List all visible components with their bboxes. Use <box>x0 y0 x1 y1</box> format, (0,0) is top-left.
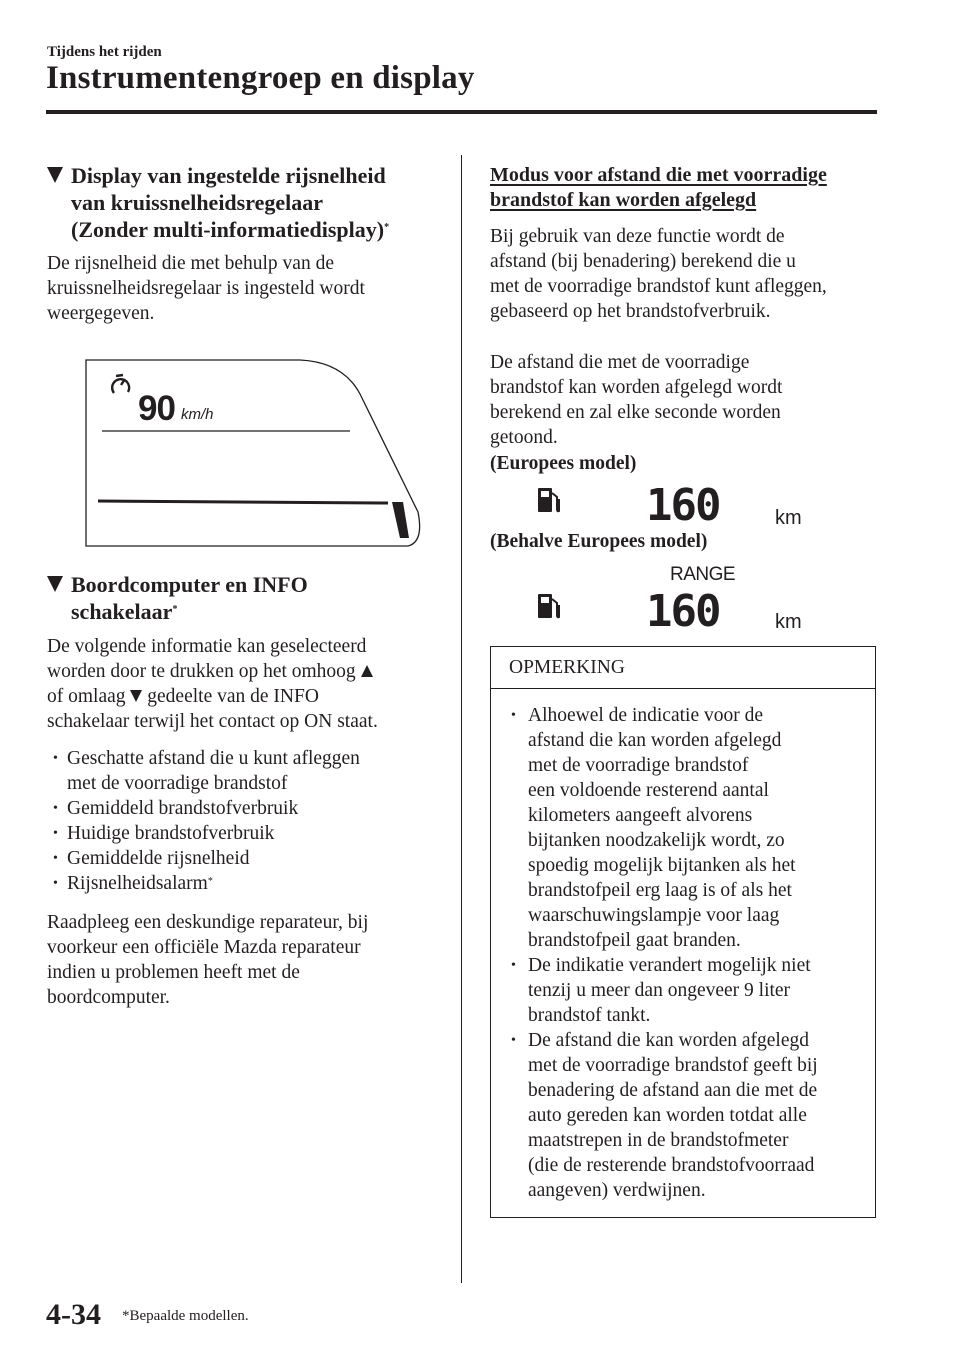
para-line: berekend en zal elke seconde worden <box>490 402 781 423</box>
section1-body-line: weergegeven. <box>47 303 155 324</box>
list-item-text: Rijsnelheidsalarm <box>67 873 208 894</box>
note-line: • De indikatie verandert mogelijk niet <box>528 955 811 976</box>
intro-line <box>47 684 462 709</box>
range-value-other: 160 <box>646 586 720 634</box>
para-line: met de voorradige brandstof kunt afleggen, <box>490 276 827 297</box>
note-line: • De afstand die kan worden afgelegd <box>528 1030 810 1051</box>
fuel-pump-icon <box>538 488 559 512</box>
note-line: kilometers aangeeft alvorens <box>528 805 753 826</box>
page-title: Instrumentengroep en display <box>46 60 475 96</box>
note-line: waarschuwingslampje voor laag <box>528 905 780 926</box>
model-label-eu: (Europees model) <box>490 453 637 474</box>
header-rule <box>46 110 877 114</box>
note-line: auto gereden kan worden totdat alle <box>528 1105 807 1126</box>
note-list <box>503 703 863 1203</box>
set-speed-value: 90 <box>138 389 175 428</box>
section1-heading-line2: van kruissnelheidsregelaar <box>71 190 324 215</box>
section2-heading-line2 <box>47 598 447 625</box>
section1-body <box>47 251 447 326</box>
note-box <box>490 646 876 1218</box>
asterisk: * <box>172 604 178 615</box>
intro-line: De volgende informatie kan geselecteerd <box>47 636 367 657</box>
outro-line: boordcomputer. <box>47 987 170 1008</box>
section1-heading-line1: Display van ingestelde rijsnelheid <box>71 163 386 188</box>
note-item <box>503 703 863 953</box>
range-value-eu: 160 <box>646 480 720 528</box>
list-item-text: met de voorradige brandstof <box>67 773 288 794</box>
note-line: tenzij u meer dan ongeveer 9 liter <box>528 980 791 1001</box>
info-list <box>47 746 457 896</box>
section2-heading-line2-text: schakelaar <box>71 599 173 624</box>
outro-line: Raadpleeg een deskundige reparateur, bij <box>47 912 369 933</box>
subhead-line: brandstof kan worden afgelegd <box>490 189 757 211</box>
intro-line: schakelaar terwijl het contact op ON staat. <box>47 711 378 732</box>
section2-heading <box>47 571 447 625</box>
range-display-eu <box>530 478 820 528</box>
asterisk: * <box>384 222 390 233</box>
list-item <box>47 871 457 896</box>
note-line: een voldoende resterend aantal <box>528 780 769 801</box>
note-line: maatstrepen in de brandstofmeter <box>528 1130 789 1151</box>
note-line: afstand die kan worden afgelegd <box>528 730 782 751</box>
note-rule <box>491 688 875 689</box>
speed-unit: km/h <box>181 406 214 423</box>
range-para1 <box>490 224 885 324</box>
note-line: met de voorradige brandstof <box>528 755 749 776</box>
list-item-text: Geschatte afstand die u kunt afleggen <box>67 748 360 769</box>
para-line: gebaseerd op het brandstofverbruik. <box>490 301 771 322</box>
section2-outro <box>47 910 462 1010</box>
subhead-line: Modus voor afstand die met voorradige <box>490 164 827 186</box>
range-unit-eu: km <box>775 507 802 528</box>
section1-body-line: De rijsnelheid die met behulp van de <box>47 253 334 274</box>
note-item <box>503 953 863 1028</box>
section-label: Tijdens het rijden <box>47 44 162 60</box>
note-line: (die de resterende brandstofvoorraad <box>528 1155 815 1176</box>
triangle-down-icon <box>130 690 142 702</box>
note-item <box>503 1028 863 1203</box>
footnote: *Bepaalde modellen. <box>122 1308 249 1324</box>
para-line: afstand (bij benadering) berekend die u <box>490 251 796 272</box>
note-line: brandstofpeil gaat branden. <box>528 930 741 951</box>
intro-line <box>47 659 462 684</box>
list-item: • Gemiddeld brandstofverbruik <box>47 796 457 821</box>
range-mode-subhead <box>490 163 880 213</box>
triangle-up-icon <box>361 665 373 677</box>
triangle-down-icon <box>47 576 63 592</box>
display-bar <box>98 501 388 503</box>
section1-body-line: kruissnelheidsregelaar is ingesteld wordt <box>47 278 365 299</box>
intro-line-text: gedeelte van de INFO <box>147 686 319 707</box>
section1-heading-line3-text: (Zonder multi-informatiedisplay) <box>71 217 385 242</box>
para-line: getoond. <box>490 427 558 448</box>
note-line: brandstof tankt. <box>528 1005 651 1026</box>
note-line: brandstofpeil erg laag is of als het <box>528 880 792 901</box>
triangle-down-icon <box>47 167 63 183</box>
note-line: • Alhoewel de indicatie voor de <box>528 705 763 726</box>
section1-heading-line3 <box>47 216 447 243</box>
para-line: brandstof kan worden afgelegd wordt <box>490 377 783 398</box>
note-line: met de voorradige brandstof geeft bij <box>528 1055 818 1076</box>
fuel-pump-icon <box>538 594 559 618</box>
display-bar-end <box>392 502 409 538</box>
range-para2 <box>490 350 885 450</box>
note-line: benadering de afstand aan die met de <box>528 1080 818 1101</box>
section2-heading-line1: Boordcomputer en INFO <box>71 572 308 597</box>
cruise-speedometer-icon <box>112 375 129 393</box>
note-title: OPMERKING <box>509 657 625 678</box>
intro-line-text: worden door te drukken op het omhoog <box>47 661 356 682</box>
note-line: aangeven) verdwijnen. <box>528 1180 706 1201</box>
outro-line: indien u problemen heeft met de <box>47 962 300 983</box>
para-line: De afstand die met de voorradige <box>490 352 750 373</box>
list-item <box>47 746 457 796</box>
note-line: spoedig mogelijk bijtanken als het <box>528 855 796 876</box>
list-item: • Huidige brandstofverbruik <box>47 821 457 846</box>
note-line: bijtanken noodzakelijk wordt, zo <box>528 830 785 851</box>
range-display-other <box>530 558 820 634</box>
para-line: Bij gebruik van deze functie wordt de <box>490 226 785 247</box>
range-unit-other: km <box>775 611 802 633</box>
section1-heading <box>47 162 447 243</box>
range-label: RANGE <box>670 564 736 585</box>
list-item: • Gemiddelde rijsnelheid <box>47 846 457 871</box>
cruise-display-illustration <box>78 352 423 552</box>
asterisk: * <box>207 876 213 887</box>
intro-line-text: of omlaag <box>47 686 126 707</box>
page-number: 4-34 <box>46 1298 101 1331</box>
model-label-other: (Behalve Europees model) <box>490 531 708 552</box>
outro-line: voorkeur een officiële Mazda reparateur <box>47 937 361 958</box>
section2-intro <box>47 634 462 734</box>
